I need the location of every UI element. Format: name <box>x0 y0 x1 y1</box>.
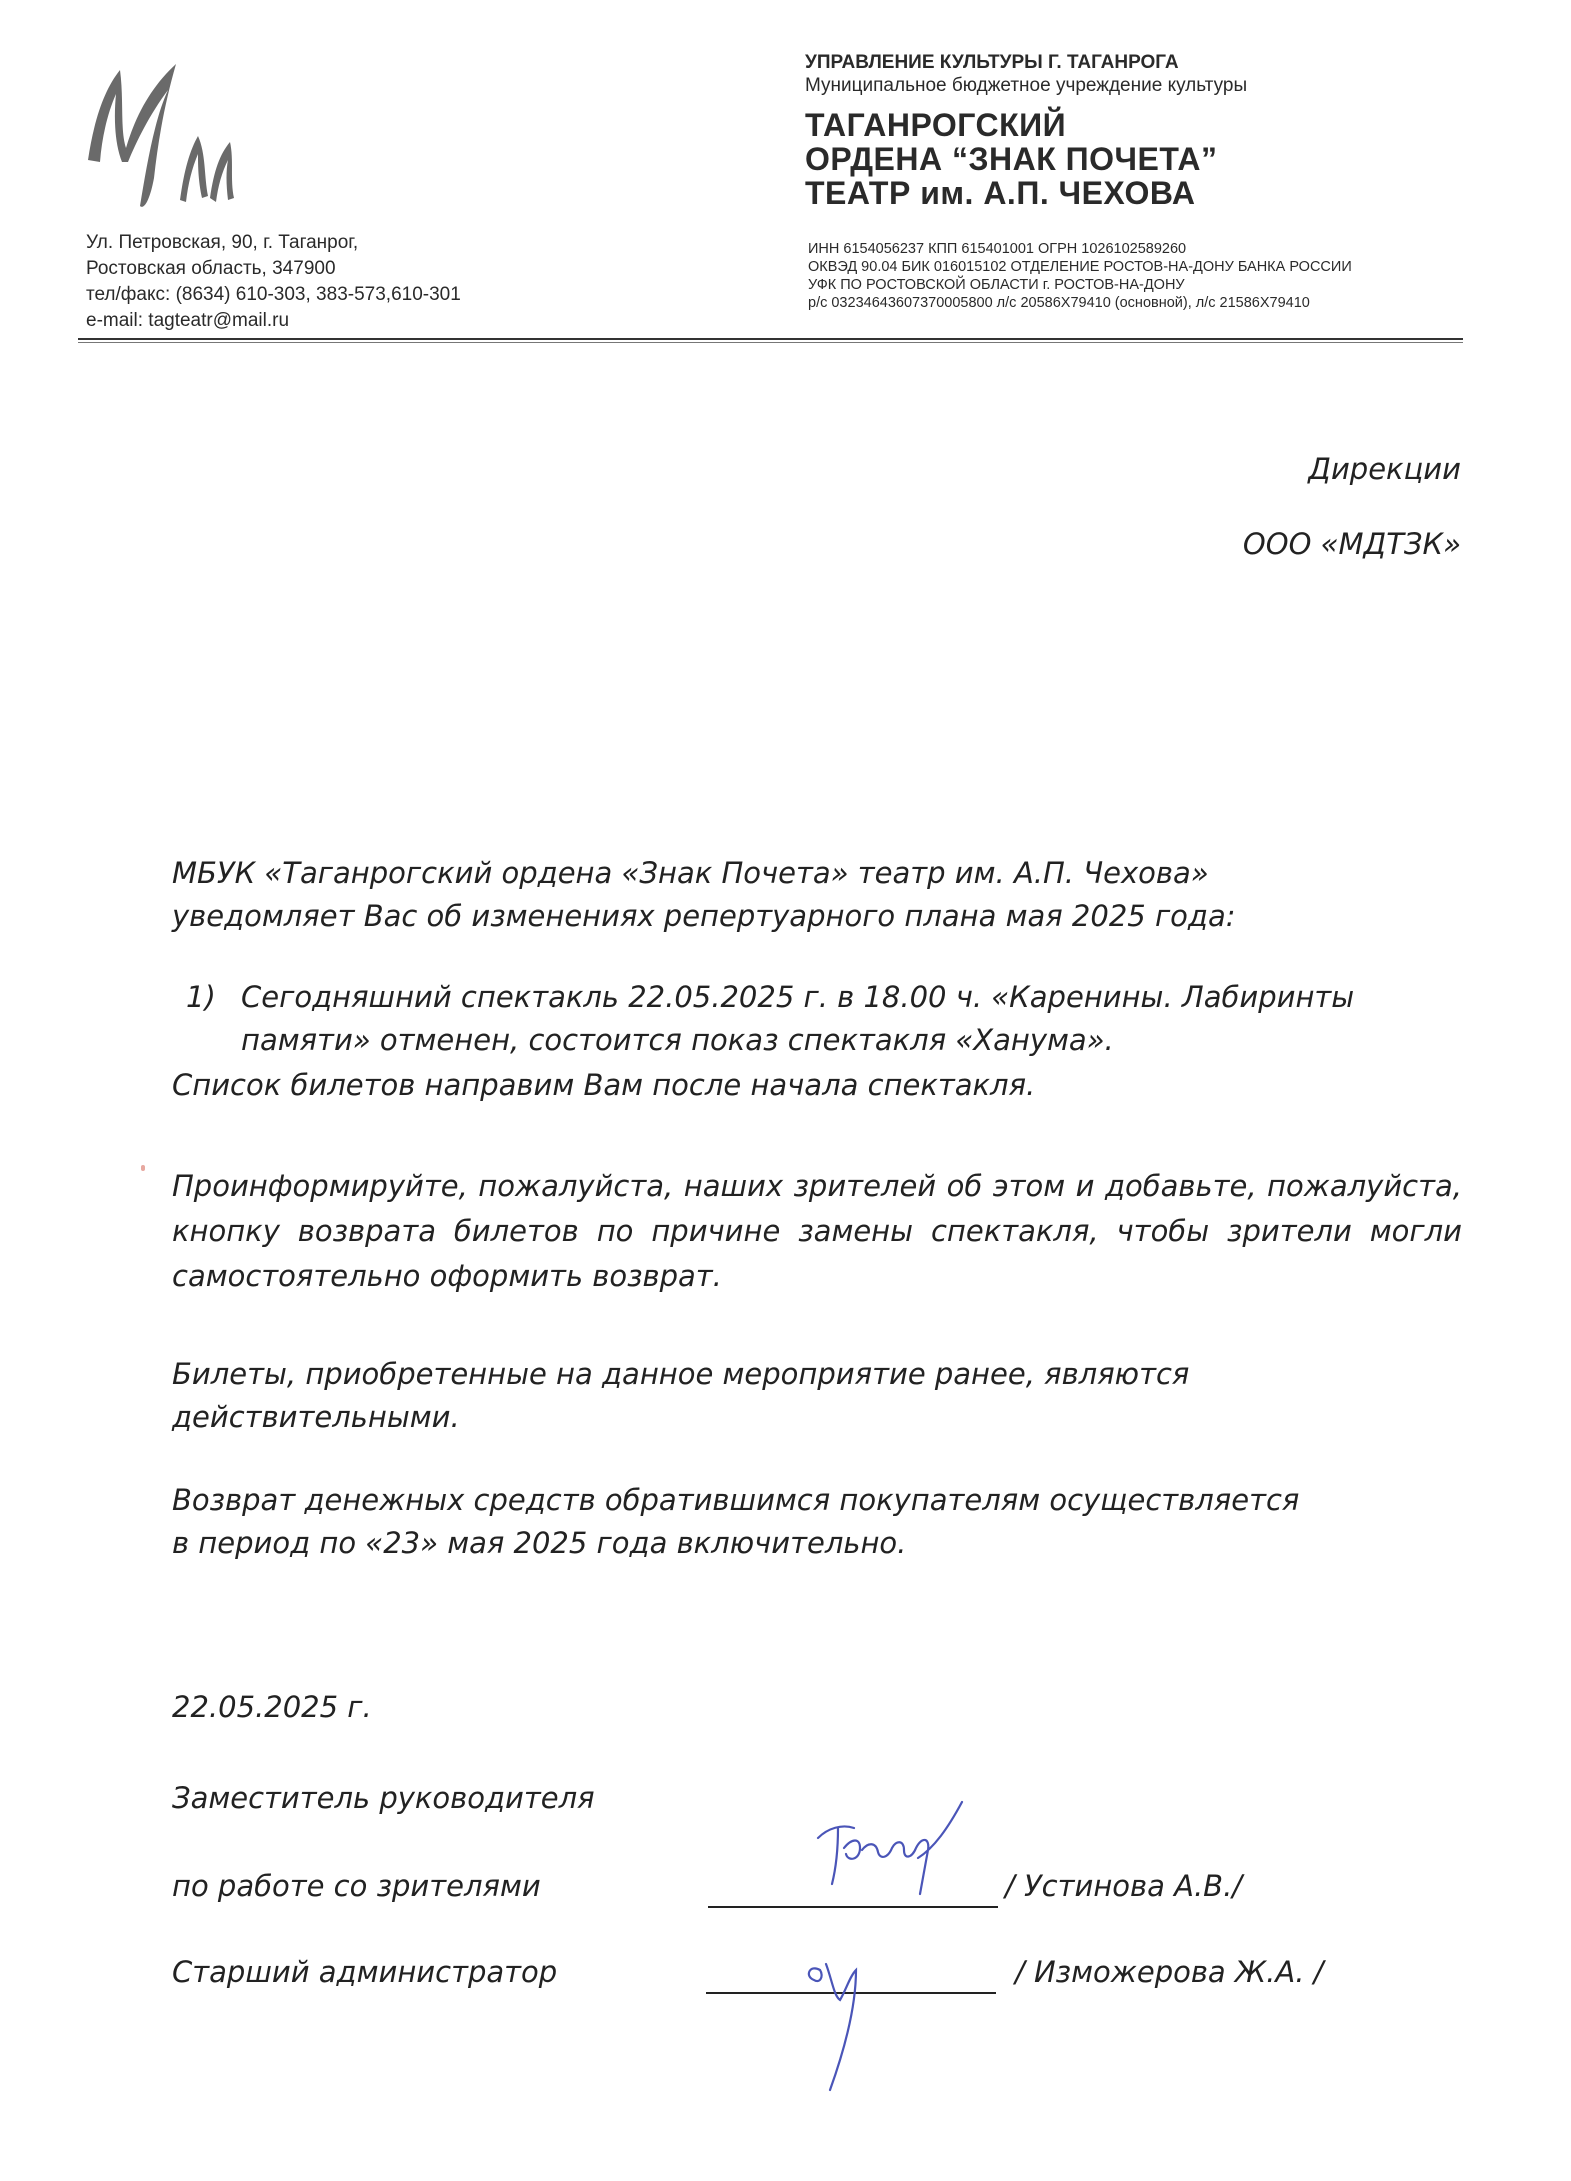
recipient-line-1: Дирекции <box>1308 452 1461 486</box>
request-text: Проинформируйте, пожалуйста, наших зрителей об этом и добавьте, пожалуйста, кнопку возврата билетов по причине замены спектакля, чтобы зрители могли самостоятельно оформить возврат. <box>172 1169 1462 1293</box>
requisites-account: р/с 03234643607370005800 л/с 20586X79410 (основной), л/с 21586X79410 <box>808 295 1310 311</box>
signer1-name: / Устинова А.В./ <box>1005 1869 1243 1903</box>
signer2-signature <box>790 1940 960 2100</box>
address-street: Ул. Петровская, 90, г. Таганрог, <box>86 232 359 253</box>
list-item-line-2: памяти» отменен, состоится показ спектакля «Ханума». <box>241 1023 1114 1057</box>
signer1-handwritten-signature <box>808 1788 978 1898</box>
letterhead-divider <box>78 338 1463 340</box>
signer2-handwritten-signature <box>790 1940 960 2100</box>
letter-date: 22.05.2025 г. <box>172 1690 372 1724</box>
change-list-item <box>186 976 1466 1062</box>
theatre-name-line-3: ТЕАТР им. А.П. ЧЕХОВА <box>805 175 1196 211</box>
theatre-logo <box>80 50 250 210</box>
request-paragraph <box>172 1164 1462 1299</box>
intro-paragraph <box>172 852 1460 938</box>
theatre-name-line-1: ТАГАНРОГСКИЙ <box>805 107 1067 143</box>
scan-mark <box>141 1165 145 1171</box>
address-phone: тел/факс: (8634) 610-303, 383-573,610-301 <box>86 284 461 305</box>
department-name: УПРАВЛЕНИЕ КУЛЬТУРЫ Г. ТАГАНРОГА <box>805 52 1179 73</box>
recipient-line-2: ООО «МДТЗК» <box>1242 527 1461 561</box>
theatre-address-block <box>86 230 461 334</box>
tickets-note <box>172 1064 1460 1107</box>
letterhead-divider-thin <box>78 342 1463 343</box>
signer1-signature <box>808 1788 978 1898</box>
intro-line-1: МБУК «Таганрогский ордена «Знак Почета» театр им. А.П. Чехова» <box>172 856 1209 890</box>
list-item-line-1: Сегодняшний спектакль 22.05.2025 г. в 18.00 ч. «Каренины. Лабиринты <box>241 980 1355 1014</box>
requisites-block <box>808 240 1352 312</box>
institution-type: Муниципальное бюджетное учреждение культуры <box>805 75 1248 96</box>
theatre-name-line-2: ОРДЕНА “ЗНАК ПОЧЕТА” <box>805 141 1218 177</box>
address-region: Ростовская область, 347900 <box>86 258 336 279</box>
validity-line-2: действительными. <box>172 1400 460 1434</box>
requisites-ufk: УФК ПО РОСТОВСКОЙ ОБЛАСТИ г. РОСТОВ-НА-ДОНУ <box>808 277 1185 293</box>
tickets-note-text: Список билетов направим Вам после начала спектакля. <box>172 1068 1036 1102</box>
validity-paragraph <box>172 1353 1460 1439</box>
address-email: e-mail: tagteatr@mail.ru <box>86 310 290 331</box>
organization-block <box>805 52 1247 210</box>
refund-line-1: Возврат денежных средств обратившимся покупателям осуществляется <box>172 1483 1300 1517</box>
signer2-name: / Изможерова Ж.А. / <box>1015 1955 1324 1989</box>
refund-paragraph <box>172 1479 1460 1565</box>
list-item-number: 1) <box>186 980 216 1014</box>
signer1-signature-line <box>708 1906 998 1908</box>
refund-line-2: в период по «23» мая 2025 года включительно. <box>172 1526 907 1560</box>
requisites-inn: ИНН 6154056237 КПП 615401001 ОГРН 1026102589260 <box>808 241 1187 257</box>
intro-line-2: уведомляет Вас об изменениях репертуарного плана мая 2025 года: <box>172 899 1236 933</box>
theatre-logo-mark <box>80 50 250 210</box>
validity-line-1: Билеты, приобретенные на данное мероприятие ранее, являются <box>172 1357 1190 1391</box>
signer1-title-line-2: по работе со зрителями <box>172 1869 541 1903</box>
requisites-okved: ОКВЭД 90.04 БИК 016015102 ОТДЕЛЕНИЕ РОСТОВ-НА-ДОНУ БАНКА РОССИИ <box>808 259 1352 275</box>
recipient-block <box>1243 448 1461 598</box>
signer1-title-line-1: Заместитель руководителя <box>172 1781 595 1815</box>
signer2-title: Старший администратор <box>172 1955 558 1989</box>
